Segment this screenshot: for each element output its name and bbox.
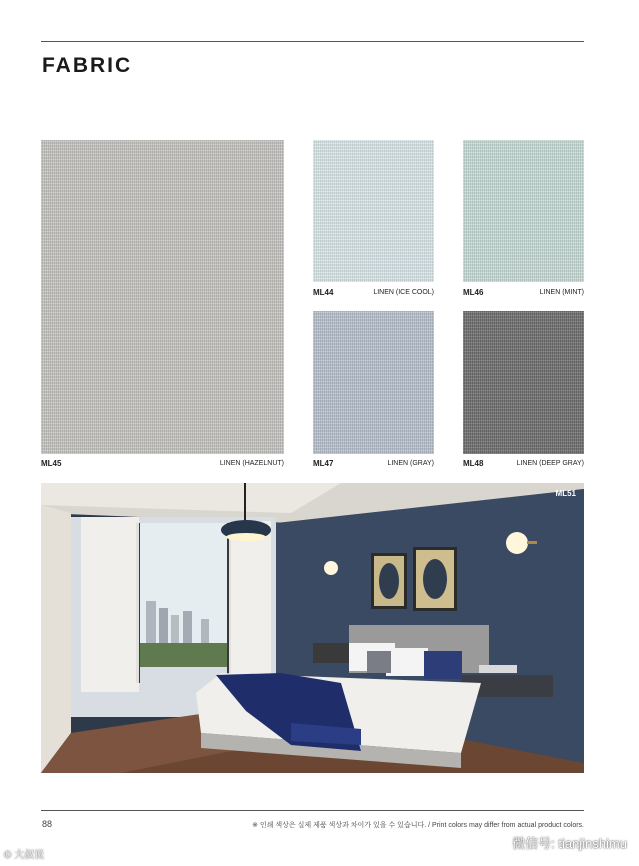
watermark-right-text: 微信号: tianjinshimu — [512, 836, 627, 851]
swatch-code: ML46 — [463, 288, 484, 297]
wechat-icon — [488, 838, 506, 852]
bottom-rule — [41, 810, 584, 811]
swatch-code: ML47 — [313, 459, 334, 468]
swatch-ml46 — [463, 140, 584, 282]
swatch-code: ML48 — [463, 459, 484, 468]
page-number: 88 — [42, 819, 53, 829]
swatch-name: LINEN (MINT) — [539, 289, 584, 296]
top-rule — [41, 41, 584, 42]
swatch-caption-ml45 — [41, 458, 284, 470]
swatch-caption-ml44 — [313, 287, 434, 299]
watermark-right — [488, 833, 628, 852]
swatch-name: LINEN (GRAY) — [387, 460, 434, 467]
page-title: FABRIC — [42, 54, 133, 77]
swatch-ml45 — [41, 140, 284, 454]
swatch-caption-ml46 — [463, 287, 584, 299]
swatch-name: LINEN (ICE COOL) — [373, 289, 434, 296]
print-color-disclaimer: ※ 인쇄 색상은 실제 제품 색상과 차이가 있을 수 있습니다. / Print colors may differ from actual product colors. — [252, 822, 584, 829]
swatch-ml44 — [313, 140, 434, 282]
swatch-name: LINEN (HAZELNUT) — [219, 460, 284, 467]
watermark-left: © 大叔说 — [4, 850, 45, 861]
room-image-label: ML51 — [555, 489, 576, 498]
swatch-code: ML45 — [41, 459, 62, 468]
swatch-caption-ml48 — [463, 458, 584, 470]
swatch-caption-ml47 — [313, 458, 434, 470]
bedroom-photo — [41, 483, 584, 773]
swatch-ml48 — [463, 311, 584, 454]
swatch-code: ML44 — [313, 288, 334, 297]
swatch-ml47 — [313, 311, 434, 454]
swatch-name: LINEN (DEEP GRAY) — [516, 460, 584, 467]
bedroom-illustration — [41, 483, 584, 773]
